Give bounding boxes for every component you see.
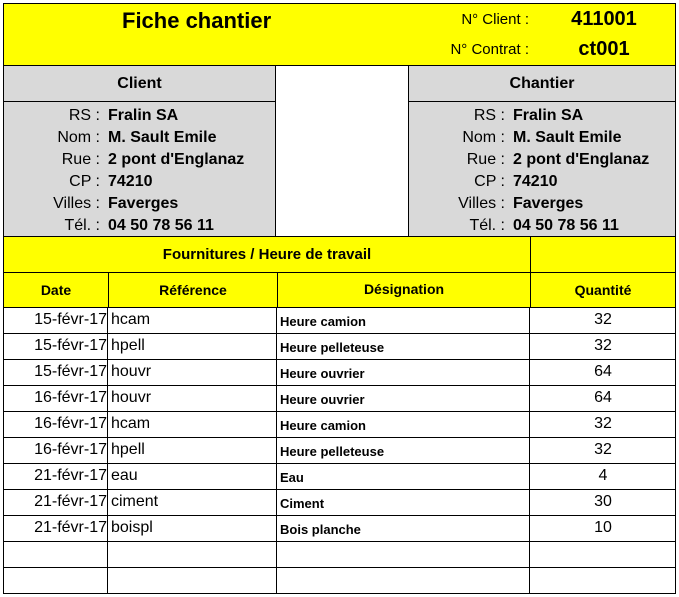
table-row xyxy=(3,411,676,437)
page-title: Fiche chantier xyxy=(122,8,272,33)
chantier-field-value: Faverges xyxy=(513,195,584,212)
table-row xyxy=(3,307,676,333)
row-designation-cell: Heure camion xyxy=(280,314,366,329)
table-row xyxy=(3,359,676,385)
column-header-reference: Référence xyxy=(159,282,227,298)
chantier-field-row xyxy=(409,149,675,171)
client-field-label: Rue : xyxy=(61,151,100,168)
chantier-field-value: M. Sault Emile xyxy=(513,129,622,146)
contract-number-label: N° Contrat : xyxy=(450,41,529,58)
row-reference-cell: hpell xyxy=(111,337,145,354)
row-reference-cell: hcam xyxy=(111,415,151,432)
chantier-field-value: Fralin SA xyxy=(513,107,584,124)
row-reference-cell: houvr xyxy=(111,363,152,380)
client-field-row xyxy=(4,149,275,171)
row-date-cell: 21-févr-17 xyxy=(34,493,107,510)
table-row xyxy=(3,515,676,541)
chantier-field-label: Rue : xyxy=(466,151,505,168)
client-title: Client xyxy=(4,66,275,102)
table-row xyxy=(3,463,676,489)
client-field-row xyxy=(4,127,275,149)
table-row xyxy=(3,333,676,359)
row-reference-cell: hcam xyxy=(111,311,151,328)
chantier-block xyxy=(408,65,676,237)
chantier-field-value: 2 pont d'Englanaz xyxy=(513,151,650,168)
client-field-label: RS : xyxy=(68,107,100,124)
client-field-value: 2 pont d'Englanaz xyxy=(108,151,245,168)
table-row xyxy=(3,437,676,463)
row-designation-cell: Heure ouvrier xyxy=(280,366,365,381)
table-row xyxy=(3,385,676,411)
chantier-field-label: Villes : xyxy=(458,195,505,212)
supplies-section-header xyxy=(3,236,676,273)
chantier-field-label: Tél. : xyxy=(469,217,505,234)
client-fields xyxy=(4,105,275,237)
client-field-row xyxy=(4,171,275,193)
header-divider-3 xyxy=(530,273,531,307)
row-gridline xyxy=(3,593,676,594)
row-reference-cell: boispl xyxy=(111,519,153,536)
chantier-field-row xyxy=(409,193,675,215)
table-body xyxy=(3,307,676,594)
row-designation-cell: Heure camion xyxy=(280,418,366,433)
row-quantity-cell: 32 xyxy=(594,415,612,432)
row-designation-cell: Heure pelleteuse xyxy=(280,444,385,459)
client-field-label: CP : xyxy=(69,173,100,190)
client-number-value: 411001 xyxy=(571,8,637,30)
row-reference-cell: ciment xyxy=(111,493,159,510)
middle-gap xyxy=(275,65,409,237)
row-designation-cell: Bois planche xyxy=(280,522,361,537)
row-date-cell: 21-févr-17 xyxy=(34,519,107,536)
row-designation-cell: Heure pelleteuse xyxy=(280,340,385,355)
client-field-row xyxy=(4,105,275,127)
client-field-label: Villes : xyxy=(53,195,100,212)
supplies-section-title: Fournitures / Heure de travail xyxy=(162,246,372,263)
row-reference-cell: eau xyxy=(111,467,138,484)
row-designation-cell: Eau xyxy=(280,470,304,485)
chantier-field-row xyxy=(409,105,675,127)
client-field-value: Fralin SA xyxy=(108,107,179,124)
client-field-value: M. Sault Emile xyxy=(108,129,217,146)
column-header-quantity: Quantité xyxy=(574,282,632,298)
table-row xyxy=(3,489,676,515)
column-gridline xyxy=(675,307,676,594)
chantier-field-row xyxy=(409,171,675,193)
row-quantity-cell: 32 xyxy=(594,441,612,458)
table-row xyxy=(3,567,676,593)
chantier-title: Chantier xyxy=(409,66,675,102)
row-quantity-cell: 10 xyxy=(594,519,612,536)
client-number-label: N° Client : xyxy=(461,11,529,28)
row-quantity-cell: 32 xyxy=(594,337,612,354)
row-designation-cell: Ciment xyxy=(280,496,325,511)
table-row xyxy=(3,541,676,567)
chantier-field-value: 74210 xyxy=(513,173,558,190)
section-divider xyxy=(530,237,531,272)
client-field-value: 74210 xyxy=(108,173,153,190)
chantier-field-label: Nom : xyxy=(462,129,505,146)
row-reference-cell: houvr xyxy=(111,389,152,406)
chantier-field-label: CP : xyxy=(474,173,505,190)
column-header-date: Date xyxy=(40,282,72,298)
header-divider-1 xyxy=(108,273,109,307)
client-field-row xyxy=(4,215,275,237)
column-header-designation: Désignation xyxy=(363,281,445,297)
client-field-value: 04 50 78 56 11 xyxy=(108,217,214,234)
header-divider-2 xyxy=(277,273,278,307)
row-quantity-cell: 64 xyxy=(594,363,612,380)
row-date-cell: 15-févr-17 xyxy=(34,363,107,380)
chantier-field-row xyxy=(409,127,675,149)
row-date-cell: 16-févr-17 xyxy=(34,389,107,406)
row-designation-cell: Heure ouvrier xyxy=(280,392,365,407)
client-field-label: Nom : xyxy=(57,129,100,146)
column-gridline xyxy=(3,307,4,594)
row-reference-cell: hpell xyxy=(111,441,145,458)
header-block xyxy=(3,3,676,66)
client-field-row xyxy=(4,193,275,215)
chantier-fields xyxy=(409,105,675,237)
client-block xyxy=(3,65,276,237)
row-quantity-cell: 4 xyxy=(598,467,608,484)
row-date-cell: 15-févr-17 xyxy=(34,337,107,354)
chantier-field-value: 04 50 78 56 11 xyxy=(513,217,619,234)
column-gridline xyxy=(529,307,530,594)
row-quantity-cell: 64 xyxy=(594,389,612,406)
row-date-cell: 16-févr-17 xyxy=(34,415,107,432)
row-date-cell: 21-févr-17 xyxy=(34,467,107,484)
row-quantity-cell: 32 xyxy=(594,311,612,328)
column-gridline xyxy=(276,307,277,594)
row-date-cell: 15-févr-17 xyxy=(34,311,107,328)
contract-number-value: ct001 xyxy=(578,38,630,60)
client-field-label: Tél. : xyxy=(64,217,100,234)
column-gridline xyxy=(107,307,108,594)
chantier-field-label: RS : xyxy=(473,107,505,124)
row-quantity-cell: 30 xyxy=(594,493,612,510)
table-header-row xyxy=(3,272,676,308)
chantier-field-row xyxy=(409,215,675,237)
row-date-cell: 16-févr-17 xyxy=(34,441,107,458)
client-field-value: Faverges xyxy=(108,195,179,212)
